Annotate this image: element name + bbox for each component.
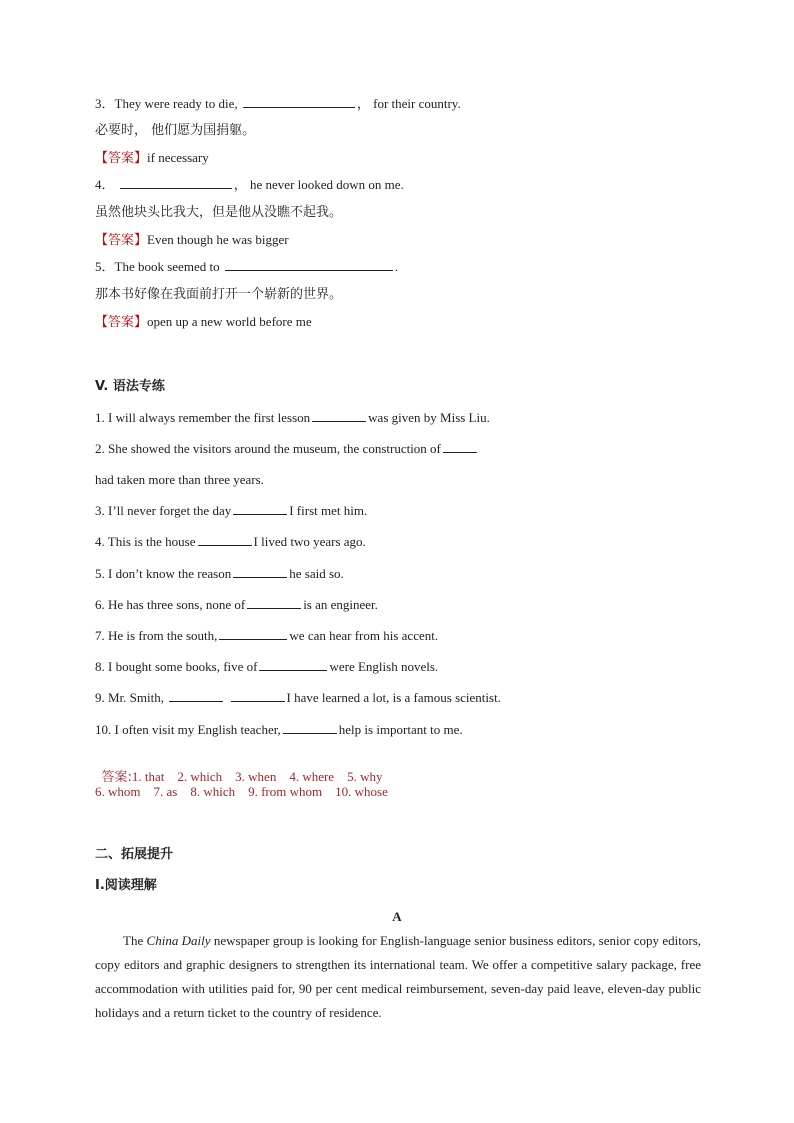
q4-answer: [95, 232, 289, 249]
grammar-item-4-after: I lived two years ago.: [253, 534, 366, 549]
grammar-answers-line-2: 6. whom 7. as 8. which 9. from whom 10. whose: [95, 784, 388, 799]
passage-letter: A: [392, 909, 402, 924]
grammar-item-9-before: 9. Mr. Smith,: [95, 690, 164, 705]
grammar-item-5-before: 5. I don’t know the reason: [95, 566, 232, 581]
q4-chinese: 虽然他块头比我大，但是他从没瞧不起我。: [95, 205, 343, 220]
grammar-item-6: [95, 597, 378, 613]
grammar-item-3-after: I first met him.: [289, 503, 368, 518]
q4-number: 4．: [95, 177, 115, 192]
grammar-item-3-blank[interactable]: [233, 503, 287, 515]
grammar-item-10-after: help is important to me.: [338, 722, 463, 737]
grammar-answers-1: 1. that 2. which 3. when 4. where 5. why: [131, 769, 383, 784]
grammar-item-2: [95, 441, 479, 457]
q3-text-after: ， for their country.: [356, 96, 461, 111]
passage-text-start: The: [123, 933, 147, 948]
grammar-item-7-before: 7. He is from the south,: [95, 628, 218, 643]
grammar-item-10-before: 10. I often visit my English teacher,: [95, 722, 281, 737]
q4-blank[interactable]: [120, 177, 232, 189]
grammar-item-5-blank[interactable]: [233, 566, 287, 578]
q5-answer-text: open up a new world before me: [147, 314, 312, 329]
grammar-item-4: [95, 534, 366, 550]
passage-text-rest: newspaper group is looking for English-language senior business editors, senior copy editors, copy editors and graphic designers to strengthen its international team. We offer a competitive salary package, free accommodation with utilities paid for, 90 per cent medical reimbursement, seven-day paid leave, eleven-day public holidays and a return ticket to the country of residence.: [95, 933, 702, 1020]
grammar-item-8-blank[interactable]: [259, 659, 327, 671]
q3-answer: [95, 150, 209, 167]
grammar-item-1-after: was given by Miss Liu.: [368, 410, 490, 425]
grammar-item-9-blank-2[interactable]: [231, 690, 285, 702]
passage-paragraph: [95, 929, 701, 1025]
grammar-item-6-blank[interactable]: [247, 597, 301, 609]
grammar-item-5-after: he said so.: [289, 566, 344, 581]
grammar-item-9-after: I have learned a lot, is a famous scientist.: [286, 690, 501, 705]
grammar-item-5: [95, 566, 344, 582]
grammar-item-8-before: 8. I bought some books, five of: [95, 659, 258, 674]
grammar-item-1-blank[interactable]: [312, 410, 366, 422]
q3-blank[interactable]: [243, 96, 355, 108]
grammar-answers-line-1: [95, 753, 382, 786]
grammar-item-6-after: is an engineer.: [303, 597, 378, 612]
grammar-item-9: [95, 690, 501, 706]
q4-answer-text: Even though he was bigger: [147, 232, 289, 247]
q3-english: [95, 96, 461, 112]
grammar-item-1-before: 1. I will always remember the first lesson: [95, 410, 311, 425]
grammar-item-3-before: 3. I’ll never forget the day: [95, 503, 232, 518]
grammar-item-8: [95, 659, 438, 675]
grammar-item-10-blank[interactable]: [283, 722, 337, 734]
grammar-item-7-after: we can hear from his accent.: [289, 628, 439, 643]
reading-subtitle: I.阅读理解: [95, 878, 157, 893]
q5-chinese: 那本书好像在我面前打开一个崭新的世界。: [95, 287, 343, 302]
q5-answer-tag: 【答案】: [95, 315, 148, 330]
q4-text-after: ， he never looked down on me.: [233, 177, 404, 192]
q4-english: [95, 177, 404, 193]
q5-text-before: The book seemed to: [114, 259, 220, 274]
q3-text-before: They were ready to die,: [114, 96, 238, 111]
grammar-item-4-before: 4. This is the house: [95, 534, 196, 549]
q3-answer-text: if necessary: [147, 150, 209, 165]
q3-answer-tag: 【答案】: [95, 151, 148, 166]
q5-answer: [95, 314, 312, 331]
grammar-item-2-before: 2. She showed the visitors around the museum, the construction of: [95, 441, 441, 456]
grammar-item-9-blank-1[interactable]: [169, 690, 223, 702]
q3-number: 3．: [95, 96, 115, 111]
q5-text-after: .: [394, 259, 399, 274]
grammar-item-1: [95, 410, 490, 426]
q5-english: [95, 259, 398, 275]
grammar-item-2-blank[interactable]: [443, 441, 477, 453]
q4-answer-tag: 【答案】: [95, 233, 148, 248]
grammar-item-4-blank[interactable]: [198, 534, 252, 546]
grammar-item-7: [95, 628, 438, 644]
grammar-answer-label: 答案:: [101, 770, 132, 785]
grammar-title: V. 语法专练: [95, 379, 165, 394]
grammar-item-8-after: were English novels.: [329, 659, 439, 674]
q5-blank[interactable]: [225, 259, 393, 271]
newspaper-name: China Daily: [146, 933, 211, 948]
grammar-item-6-before: 6. He has three sons, none of: [95, 597, 246, 612]
grammar-item-7-blank[interactable]: [219, 628, 287, 640]
extension-title: 二、拓展提升: [95, 847, 174, 862]
grammar-item-10: [95, 722, 463, 738]
grammar-item-2-cont: had taken more than three years.: [95, 472, 264, 487]
q3-chinese: 必要时， 他们愿为国捐躯。: [95, 123, 256, 138]
grammar-item-3: [95, 503, 367, 519]
q5-number: 5．: [95, 259, 115, 274]
